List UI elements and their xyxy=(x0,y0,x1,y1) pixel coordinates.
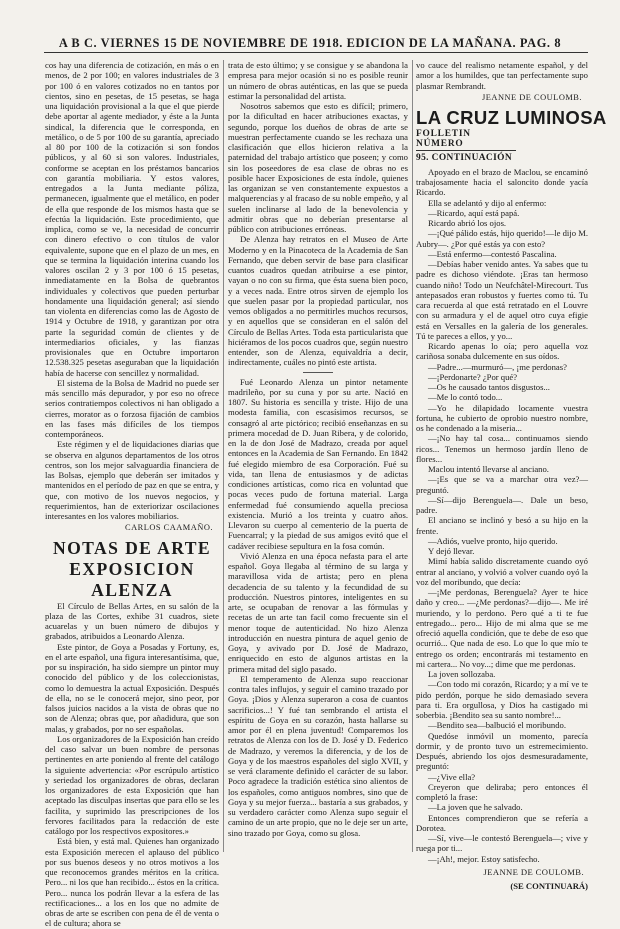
serial-line: —Adiós, vuelve pronto, hijo querido. xyxy=(428,535,558,546)
serial-line: —Padre...—murmuró—, ¡me perdonas? xyxy=(428,361,567,372)
serial-continuation: 95. CONTINUACIÓN xyxy=(416,152,512,163)
serial-label: FOLLETIN NÚMERO xyxy=(416,129,516,151)
serial-line: —Sí—dijo Berenguela—. Dale un beso, padre. xyxy=(416,494,588,515)
author-signature: CARLOS CAAMAÑO. xyxy=(124,523,213,533)
serial-line: Quedóse inmóvil un momento, parecía dormir, y de pronto tuvo un estremecimiento. Después, abriendo los ojos desmesuradamente, preguntó: xyxy=(416,730,588,772)
serial-line: —¡Perdonarte? ¿Por qué? xyxy=(428,371,518,382)
serial-line: Ricardo apenas lo oía; pero aquella voz cariñosa sonaba dulcemente en sus oídos. xyxy=(416,341,588,362)
serial-line: —¡Es que se va a marchar otra vez?—preguntó. xyxy=(416,474,588,495)
serial-line: La joven sollozaba. xyxy=(428,669,496,679)
art-paragraph: vo cauce del realismo netamente español, y del amor a los humildes, que tan perfectamente supo plasmar Rembrandt. xyxy=(416,60,588,91)
serial-line: Maclou intentó llevarse al anciano. xyxy=(428,464,549,474)
art-paragraph: Nosotros sabemos que esto es difícil; primero, por la dificultad en hacer atribuciones exactas, y segundo, porque los dueños de obras de arte se muestran perfectamente cuando se les rechaza una clasificación que ellos hicieron relativa a la paternidad del trabajo artístico que poseen; y como sin los poseedores de esa clase de obras no es posible hacer Exposiciones de esta índole, quienes las organizan se ven constantemente expuestos a malquerencias y al fracaso de su noble empeño, y al suelen inclinarse al lado de la benevolencia y admitir obras que no deberían presentarse al público con atribuciones erróneas. xyxy=(228,101,408,234)
serial-line: —Bendito sea—balbució el moribundo. xyxy=(428,720,566,731)
art-paragraph: trata de esto último; y se consigue y se abandona la empresa para mejor ocasión si no es posible reunir un número de obras auténticas, en las que se pueda estimar la personalidad del artista. xyxy=(228,60,408,101)
column-3 xyxy=(416,60,607,891)
serial-author: JEANNE DE COULOMB. xyxy=(483,866,584,877)
serial-line: —Debías haber venido antes. Ya sabes que tu padre es dichoso viéndote. ¡Eras tan hermoso cuando niño! Todo un Neufchâtel-Mirecourt. Tus antepasados eran robustos y fuertes como tú. Tu cara recuerda al que está retratado en el Louvre con su armadura y el de aquel otro cuya efigie está en Versalles en la galería de los generales. Tú te pareces a ellos, y yo... xyxy=(416,259,588,341)
serial-line: —¡Me perdonas, Berenguela? Ayer te hice daño y creo... —¿Me perdonas?—dijo—. Me iré muriendo, y lo perdono. Pero qué a ti te fue entregado... pero... Hijo de mi alma que se me ofreció aquella condición, que te debe de eso que ocurrió... Que nada de eso. Lo que lo que mío te entrego os orden; encontrarás mi testamento en mi cartera... No voy...; dime que me perdonas. xyxy=(416,587,588,669)
serial-line: —La joven que he salvado. xyxy=(428,802,523,813)
column-divider-2 xyxy=(412,60,413,852)
art-paragraph: Fué Leonardo Alenza un pintor netamente madrileño, por su cuna y por su arte. Nació en 1807. Su historia es sencilla y triste. Hijo de una modesta familia, con escasísimos recursos, se consagró al arte pictórico; recibió enseñanzas en su primera mocedad de D. Juan Ribera, y de colorido, en la de don José de Madrazo, creada por aquel entonces en la Academia de San Fernando. En 1842 fué elegido miembro de esa Corporación. Fué su vida, tan llena de entusiasmos y de adictas condiciones artísticas, como rica en voluntad que pocas veces pudo de fortuna material. Larga enfermedad fué consumiendo aquella preciosa existencia. Murió a los treinta y cuatro años. Llevaron su cuerpo al cementerio de la puerta de Fuencarral; y la piedad de sus amigos evitó que el cadáver recibiese sepultura en la fosa común. xyxy=(228,376,408,551)
serial-title: LA CRUZ LUMINOSA xyxy=(416,107,607,128)
art-paragraph: Está bien, y está mal. Quienes han organizado esta Exposición merecen el aplauso del público por sus buenos deseos y no otros motivos a los que reconocemos grandes méritos en la crítica. Pero... ni los que han recibido... éstos en la crítica. Pero... nunca los podrán llevar a la esfera de las rectificaciones... a los en los que no admite de obras de arte se escriben con pena de él de venta o el de cultura; ahora se xyxy=(45,836,219,929)
serial-line: —Ricardo, aquí está papá. xyxy=(428,207,520,218)
serial-line: —Sí, vive—le contestó Berenguela—; vive y ruega por ti... xyxy=(416,833,588,854)
serial-line: —Me lo contó todo... xyxy=(428,392,503,403)
art-paragraph: El temperamento de Alenza supo reaccionar contra tales influjos, y seguir el camino trazado por Goya. ¡Dios y Alenza superaron a cosa de cuantos sacrificios...! Y fué tan sembrando el artista el espíritu de Goya en su corazón, hasta hallarse su amor por él en plena juventud! Comparemos los retratos de Alenza con los de D. José y D. Federico de Madrazo, y veremos la diferencia, y de los de Goya y de los maestros españoles del siglo XVII, y se verá claramente definido el carácter de su labor. Poco agradece la tradición estética sino alientos de los españoles, como antiguos nombres, sino que de Goya y su mejor fuerza... bastaría a sus grabados, y su verdadero carácter como Alenza supo seguir el camino de un arte propio, que no le deje ser un arte, sino trazado por Goya, como su glosa. xyxy=(228,673,408,838)
author-signature: JEANNE DE COULOMB. xyxy=(482,92,582,102)
serial-line: Ella se adelantó y dijo al enfermo: xyxy=(428,197,547,208)
serial-line: Entonces comprendieron que se refería a Dorotea. xyxy=(416,812,588,833)
serial-line: Ricardo abrió los ojos. xyxy=(428,218,507,228)
section-separator xyxy=(303,372,333,373)
column-divider-1 xyxy=(223,60,224,852)
serial-line: —¡No hay tal cosa... continuamos siendo ricos... Tenemos un hermoso jardín lleno de flores... xyxy=(416,433,588,464)
art-paragraph: El Círculo de Bellas Artes, en su salón de la plaza de las Cortes, exhibe 31 cuadros, siete acuarelas y un buen número de dibujos y grabados, atribuidos a Leonardo Alenza. xyxy=(45,600,219,642)
serial-line: —Está enfermo—contestó Pascalina. xyxy=(428,248,557,259)
serial-line: Apoyado en el brazo de Maclou, se encaminó trabajosamente hacia el saloncito donde yacía Ricardo. xyxy=(416,166,588,198)
serial-line: Creyeron que deliraba; pero entonces él completó la frase: xyxy=(416,781,588,802)
serial-line: —¡Qué pálido estás, hijo querido!—le dijo M. Aubry—. ¿Por qué estás ya con esto? xyxy=(416,228,589,249)
serial-line: Mimí había salido discretamente cuando oyó entrar al anciano, y volvió a volver cuando oyó la voz del moribundo, que decía: xyxy=(416,556,588,587)
serial-line: El anciano se inclinó y besó a su hijo en la frente. xyxy=(416,515,588,536)
finance-paragraph: El sistema de la Bolsa de Madrid no puede ser más sencillo más depurador, y por eso no ofrece serios contratiempos colectivos ni han obligado a cierres, morator as o forzosa fijación de cambios en las fases más difíciles de los tiempos contemporáneos. xyxy=(45,377,219,439)
art-paragraph: Los organizadores de la Exposición han creído del caso salvar un buen nombre de personas pertinentes en arte poniendo al frente del catálogo la siguiente advertencia: «Por escrúpulo artístico y seriedad los organizadores de obras, declaran los organizadores de esta Exposición que han aceptado las disculpas insertas que para ello se les facilita, y suprimido las prescripciones de los fervores facilitados para la redacción de este catálogo por los respectivos expositores.» xyxy=(45,733,219,836)
art-paragraph: Vivió Alenza en una época nefasta para el arte español. Goya llegaba al término de su larga y maravillosa vida de artista; pero en plena decadencia de su talento y la fecundidad de su producción. Nuestros pintores, inteligentes en su arte, se ocupaban de renovar a las fórmulas y recetas de un arte tan facil como frecuente sin el menor toque de autenticidad. No hizo Alenza introducción en nuestra pintura de aquel genio de Goya, y avivado por D. José de Madrazo, enriquecido en esto de algunos artistas en la primera mitad del siglo pasado. xyxy=(228,550,408,674)
to-be-continued: (SE CONTINUARÁ) xyxy=(510,881,588,891)
article-title: NOTAS DE ARTE EXPOSICION ALENZA xyxy=(52,537,212,600)
serial-line: —¿Vive ella? xyxy=(428,771,476,782)
art-paragraph: Este pintor, de Goya a Posadas y Fortuny, es, en el arte español, una figura interesantísima, que, por su inspiración, ha sido siempre un pintor muy conocido del público y de los coleccionistas, como lo demuestra la actual Exposición. Después de ella, no se le conocerá mejor, sino peor, por falsos juicios nacidos a la vista de obras que no son de Alenza; obras que, por añadidura, que son malas, y grabados, por no ser españolas. xyxy=(45,641,219,734)
finance-paragraph: Este régimen y el de liquidaciones diarias que se observa en algunos departamentos de los otros centros, son los mejor salvaguardia financiera de las Bolsas, ejemplo que deberán ser imitados y mantenidos en el período de paz en que se entra, y que, con motivo de los nuevos negocios, y requerimientos, han de exteriorizar oscilaciones interesantes en los valores mobiliarios. xyxy=(45,439,219,521)
serial-line: —¡Ah!, mejor. Estoy satisfecho. xyxy=(428,853,540,864)
serial-line: —Yo he dilapidado locamente vuestra fortuna, he cubierto de oprobio nuestro nombre, os he condenado a la miseria... xyxy=(416,402,588,433)
serial-line: —Con todo mi corazón, Ricardo; y a mí ve te pido perdón, porque he sido demasiado severa para ti. Era orgullosa, y Dios ha castigado mi soberbia. ¡Bendito sea su santo nombre!... xyxy=(416,679,588,720)
serial-line: —Os he causado tantos disgustos... xyxy=(428,382,550,392)
finance-paragraph: cos hay una diferencia de cotización, en más o en menos, de 2 por 100; en valores industriales de 3 por 100 ó en valores cotizados no en tantos por cientos, sino en pesetas, de 15 pesetas, se haga una liquidación provisional a la que el que pierde debe aportar al agente mediador, y éste a la Junta sindical, la diferencia que le corresponda, en metálico, o de 5 por 100 de su garantía, apreciado al 80 por 100 de la cotización si son fondos públicos, y al 60 si son valores. Industriales, conforme se aceptan en los préstamos bancarios con garantía mobiliaria. Y estos valores, entregados a la Junta mediante póliza, permanecen, igualmente que el metálico, en poder de ella que responde de los mismos hasta que se efectúa la liquidación. Este procedimiento, que implica, como se ve, la necesidad de concurrir con dinero efectivo o con títulos de valor equivalente, supone que en el plazo de un mes, en que se termina la liquidación interina cuando los valores oscilan 2 y 3 por 100 ó 15 pesetas, inmediatamente en la Bolsa de quebrantos individuales y colectivos que pueden perturbar hondamente una liquidación general; así siendo tan violenta en diferencias como las de Agosto de 1914 y Octubre de 1918, y garantizan por otra parte la seguridad común de clientes y de intermediarios oficiales, y las fianzas provisionales que en Octubre importaron 12.538.325 pesetas aseguraban que la liquidación había de hacerse con sencillez y normalidad. xyxy=(45,60,219,378)
art-paragraph: De Alenza hay retratos en el Museo de Arte Moderno y en la Pinacoteca de la Academia de San Fernando, que deben servir de base para clasificar cuantos cuadros quedan atribuirse a ese pintor, vayan o no con su firma, que ésta suena bien poco, y a veces nada. Entre otros sirven de ejemplo los que suelen pasar por la propiedad particular, nos vemos obligados a no permitirles muchos recursos, y en aquellos que se consideran en el salón del Círculo de Bellas Artes. Toda esta particularista que hiciéramos de los pocos cuadros que, según nuestro entender, son de Alenza, equivaldría a decir, indirectamente, cuáles no pintó este artista. xyxy=(228,234,408,368)
serial-line: Y dejó llevar. xyxy=(428,546,475,556)
header-rule xyxy=(44,52,588,53)
column-1 xyxy=(45,60,219,929)
page-header: A B C. VIERNES 15 DE NOVIEMBRE DE 1918. EDICION DE LA MAÑANA. PAG. 8 xyxy=(58,36,562,50)
column-2 xyxy=(228,60,408,852)
